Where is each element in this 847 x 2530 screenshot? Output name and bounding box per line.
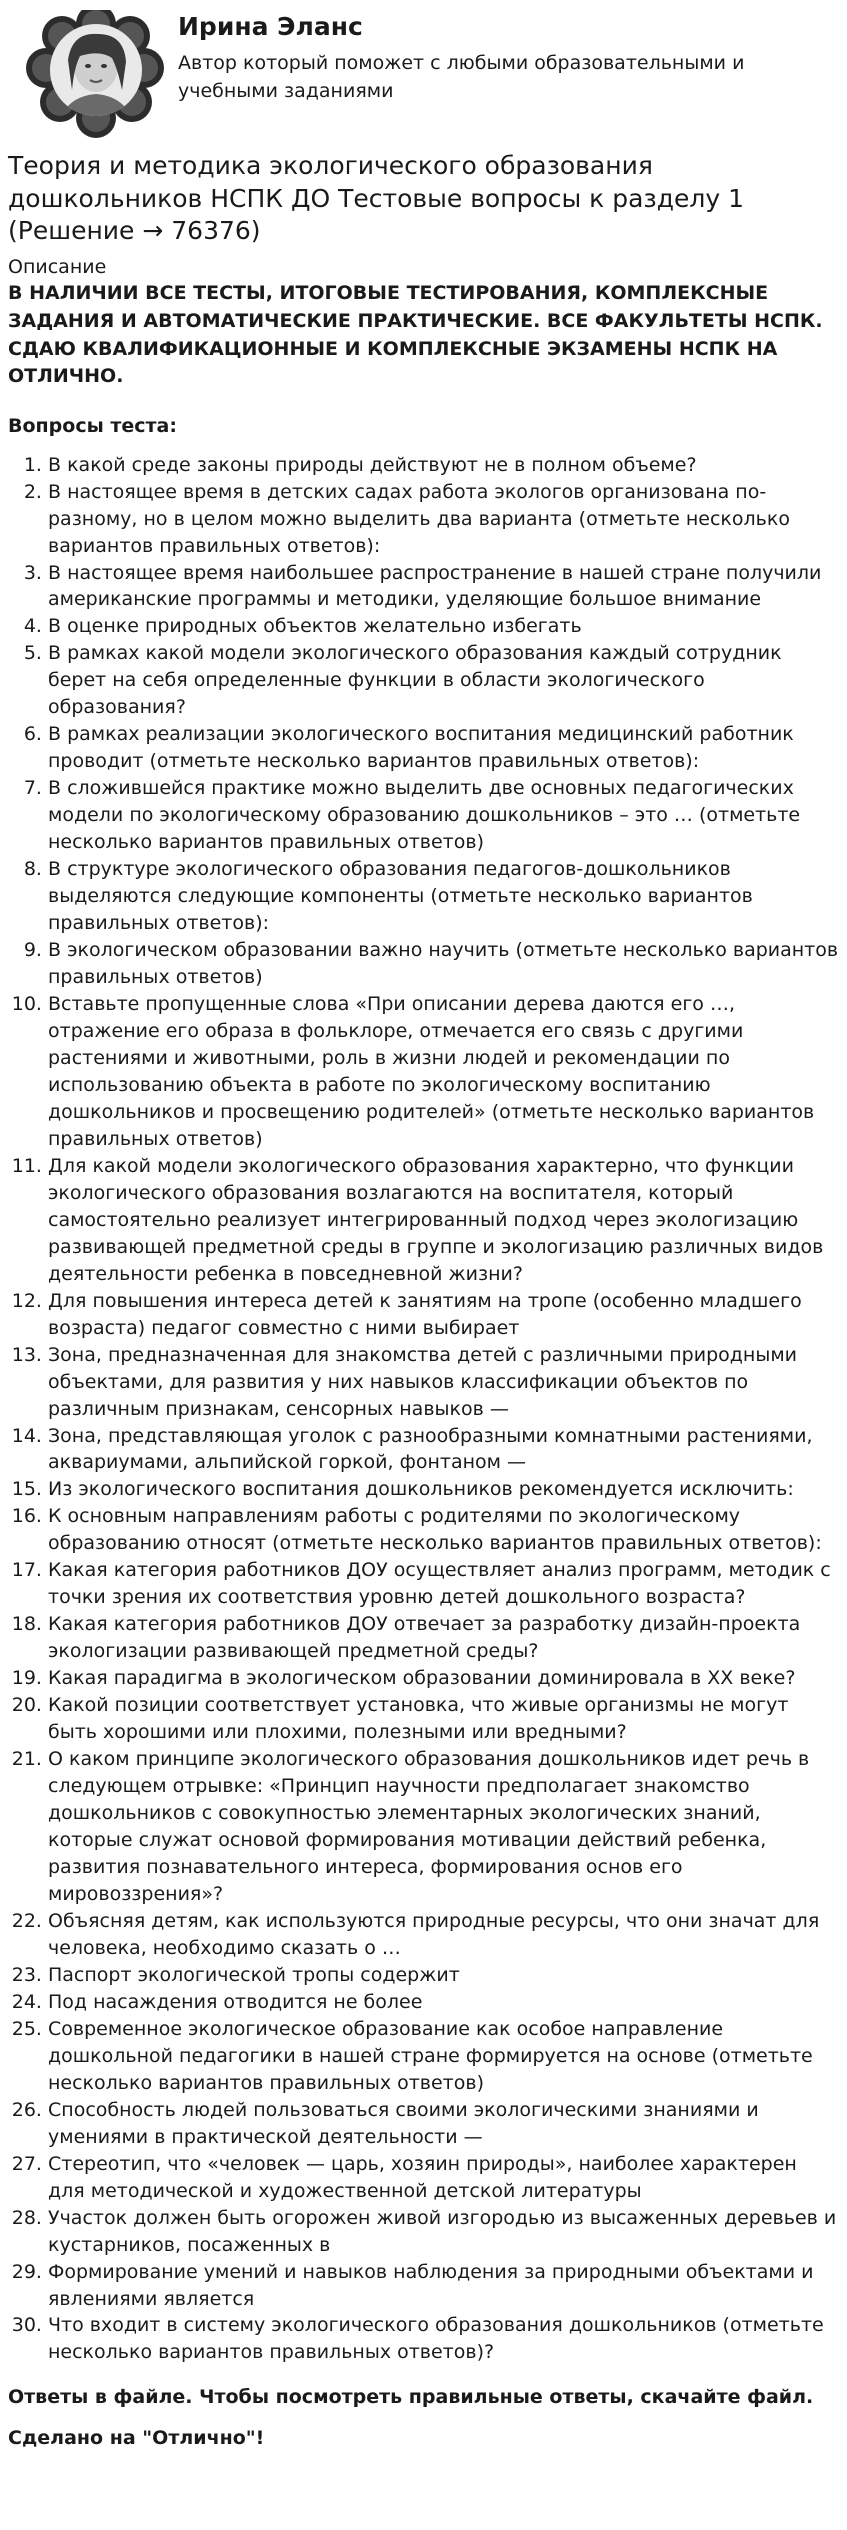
question-item: 26. Способность людей пользоваться своими экологическими знаниями и умениями в практической деятельности — <box>48 2097 839 2151</box>
question-item: 18. Какая категория работников ДОУ отвечает за разработку дизайн-проекта экологизации развивающей предметной среды? <box>48 1611 839 1665</box>
avatar[interactable] <box>8 10 178 150</box>
question-item: 30. Что входит в систему экологического образования дошкольников (отметьте несколько вариантов правильных ответов)? <box>48 2312 839 2366</box>
question-item: 24. Под насаждения отводится не более <box>48 1989 839 2016</box>
question-item: 28. Участок должен быть огорожен живой изгородью из высаженных деревьев и кустарников, посаженных в <box>48 2205 839 2259</box>
question-item: 25. Современное экологическое образование как особое направление дошкольной педагогики в нашей стране формируется на основе (отметьте несколько вариантов правильных ответов) <box>48 2016 839 2097</box>
description-label: Описание <box>8 255 107 278</box>
question-item: 16. К основным направлениям работы с родителями по экологическому образованию относят (отметьте несколько вариантов правильных ответов): <box>48 1503 839 1557</box>
question-item: 22. Объясняя детям, как используются природные ресурсы, что они значат для человека, необходимо сказать о … <box>48 1908 839 1962</box>
question-item: 13. Зона, предназначенная для знакомства детей с различными природными объектами, для развития у них навыков классификации объектов по различным признакам, сенсорных навыков — <box>48 1342 839 1423</box>
question-item: 8. В структуре экологического образования педагогов-дошкольников выделяются следующие компоненты (отметьте несколько вариантов правильных ответов): <box>48 856 839 937</box>
question-item: 3. В настоящее время наибольшее распространение в нашей стране получили американские программы и методики, уделяющие большое внимание <box>48 560 839 614</box>
question-item: 4. В оценке природных объектов желательно избегать <box>48 613 839 640</box>
question-item: 21. О каком принципе экологического образования дошкольников идет речь в следующем отрывке: «Принцип научности предполагает знакомство дошкольников с совокупностью элементарных экологических знаний, которые служат основой формирования мотивации действий ребенка, развития познавательного интереса, формирования основ его мировоззрения»? <box>48 1746 839 1908</box>
author-description: Автор который поможет с любыми образовательными и учебными заданиями <box>178 52 745 102</box>
question-item: 19. Какая парадигма в экологическом образовании доминировала в XX веке? <box>48 1665 839 1692</box>
done-note: Сделано на "Отлично"! <box>8 2427 265 2450</box>
question-item: 5. В рамках какой модели экологического образования каждый сотрудник берет на себя определенные функции в области экологического образования? <box>48 640 839 721</box>
question-item: 9. В экологическом образовании важно научить (отметьте несколько вариантов правильных ответов) <box>48 937 839 991</box>
questions-header: Вопросы теста: <box>8 414 177 437</box>
question-item: 10. Вставьте пропущенные слова «При описании дерева даются его …, отражение его образа в фольклоре, отмечается его связь с другими растениями и животными, роль в жизни людей и рекомендации по использованию объекта в работе по экологическому воспитанию дошкольников и просвещению родителей» (отметьте несколько вариантов правильных ответов) <box>48 991 839 1153</box>
question-item: 29. Формирование умений и навыков наблюдения за природными объектами и явлениями является <box>48 2259 839 2313</box>
question-item: 14. Зона, представляющая уголок с разнообразными комнатными растениями, аквариумами, альпийской горкой, фонтаном — <box>48 1423 839 1477</box>
questions-list <box>8 452 839 2367</box>
question-item: 20. Какой позиции соответствует установка, что живые организмы не могут быть хорошими или плохими, полезными или вредными? <box>48 1692 839 1746</box>
question-item: 1. В какой среде законы природы действуют не в полном объеме? <box>48 452 839 479</box>
question-item: 11. Для какой модели экологического образования характерно, что функции экологического образования возлагаются на воспитателя, который самостоятельно реализует интегрированный подход через экологизацию развивающей предметной среды в группе и экологизацию различных видов деятельности ребенка в повседневной жизни? <box>48 1153 839 1288</box>
question-item: 2. В настоящее время в детских садах работа экологов организована по-разному, но в целом можно выделить два варианта (отметьте несколько вариантов правильных ответов): <box>48 479 839 560</box>
question-item: 17. Какая категория работников ДОУ осуществляет анализ программ, методик с точки зрения их соответствия уровню детей дошкольного возраста? <box>48 1557 839 1611</box>
question-item: 6. В рамках реализации экологического воспитания медицинский работник проводит (отметьте несколько вариантов правильных ответов): <box>48 721 839 775</box>
question-item: 7. В сложившейся практике можно выделить две основных педагогических модели по экологическому образованию дошкольников – это … (отметьте несколько вариантов правильных ответов) <box>48 775 839 856</box>
document-title: Теория и методика экологического образования дошкольников НСПК ДО Тестовые вопросы к разделу 1 (Решение → 76376) <box>8 151 744 245</box>
author-name[interactable]: Ирина Эланс <box>178 12 363 41</box>
question-item: 12. Для повышения интереса детей к занятиям на тропе (особенно младшего возраста) педагог совместно с ними выбирает <box>48 1288 839 1342</box>
question-item: 15. Из экологического воспитания дошкольников рекомендуется исключить: <box>48 1476 839 1503</box>
question-item: 27. Стереотип, что «человек — царь, хозяин природы», наиболее характерен для методической и художественной детской литературы <box>48 2151 839 2205</box>
author-card <box>8 0 839 148</box>
answers-note: Ответы в файле. Чтобы посмотреть правильные ответы, скачайте файл. <box>8 2386 814 2409</box>
avatar-flower-image <box>8 10 178 150</box>
description-banner: В НАЛИЧИИ ВСЕ ТЕСТЫ, ИТОГОВЫЕ ТЕСТИРОВАНИЯ, КОМПЛЕКСНЫЕ ЗАДАНИЯ И АВТОМАТИЧЕСКИЕ ПРАКТИЧЕСКИЕ. ВСЕ ФАКУЛЬТЕТЫ НСПК. СДАЮ КВАЛИФИКАЦИОННЫЕ И КОМПЛЕКСНЫЕ ЭКЗАМЕНЫ НСПК НА ОТЛИЧНО. <box>8 282 823 388</box>
author-info <box>178 10 778 105</box>
question-item: 23. Паспорт экологической тропы содержит <box>48 1962 839 1989</box>
